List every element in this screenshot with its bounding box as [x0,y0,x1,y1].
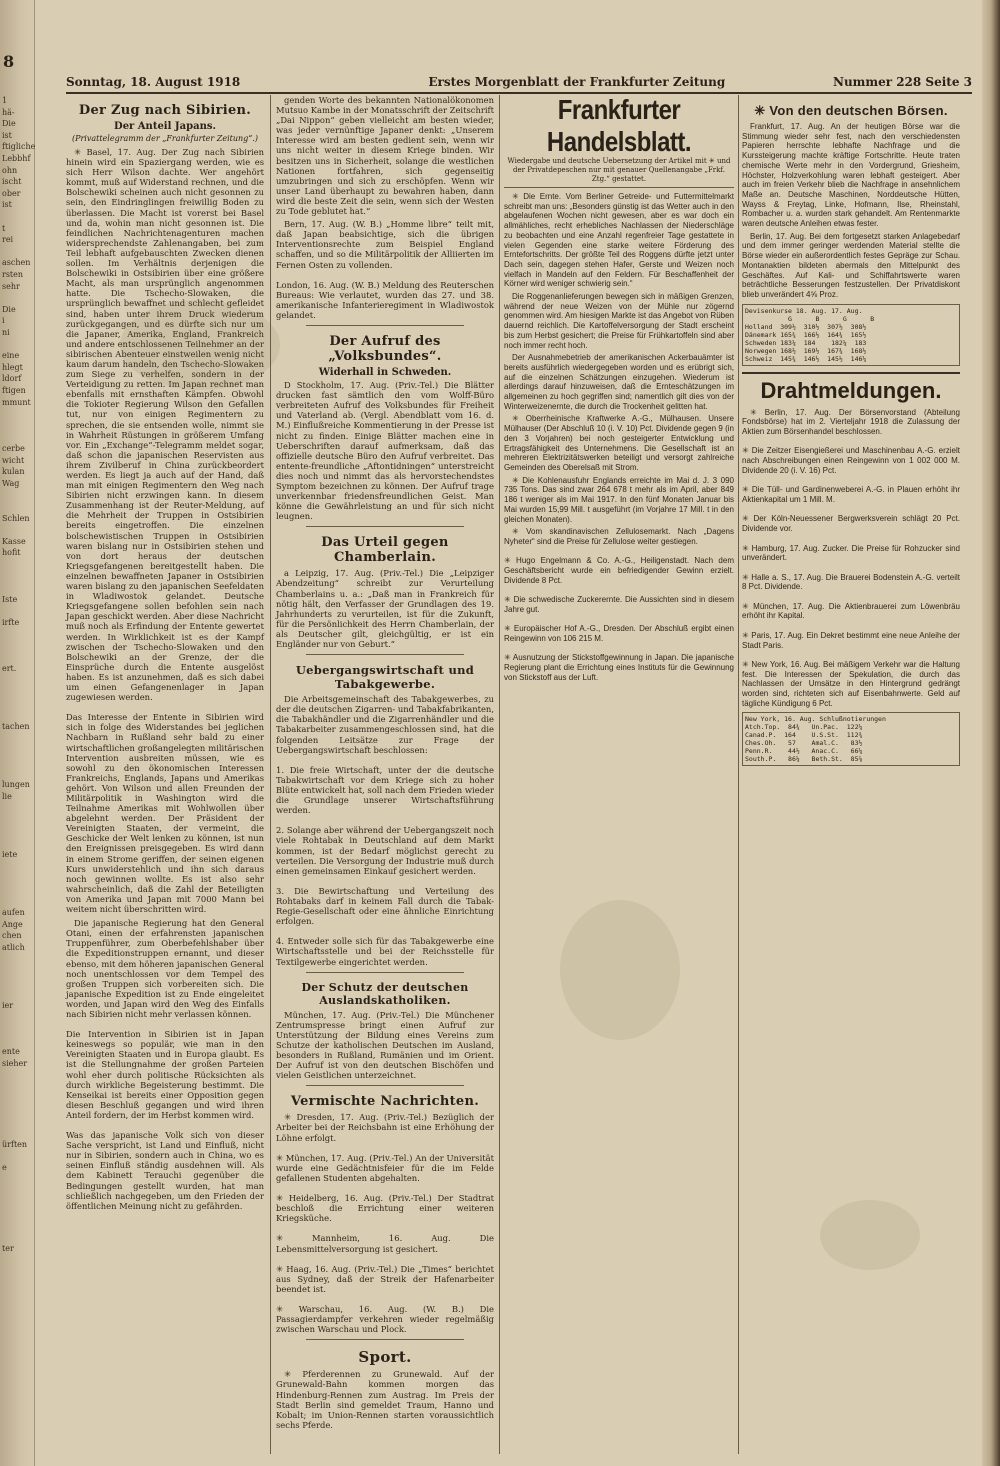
column-rule [270,95,271,1454]
article-body: Bern, 17. Aug. (W. B.) „Homme libre“ teilt mit, daß Japan beabsichtige, sich die übrigen Interventionsrechte zum Beispiel England schaffen, und so die Militärpolitik der Alliierten im Fernen Osten zu vollenden. London, 16. Aug. (W. B.) Meldung des Reuterschen Bureaus: Wie verlautet, wurden das 27. und 38. amerikanische Infanterieregiment in Wladiwostok gelandet. [276,219,494,320]
fragment-line: hä- [2,107,15,117]
column-2 [276,95,494,1454]
page-edge [982,0,1000,1466]
fragment-line: atlich [2,942,25,952]
divider [306,1085,464,1086]
article-title: Uebergangswirtschaft und Tabakgewerbe. [295,663,475,692]
article-body: Frankfurt, 17. Aug. An der heutigen Börse war die Stimmung wieder sehr fest, nach den verschiedensten Papieren herrschte lebhafte Nachfrage und die Kurssteigerung machte kräftige Fortschritte. Heute traten chemische Werte mehr in den Vordergrund, Griesheim, Höchster, Holzverkohlung waren lebhaft gesteigert. Aber auch im freien Verkehr blieb die Nachfrage in ansehnlichem Maße an. Deutsche Maschinen, Norddeutsche Hütten, Wayss & Freytag, Linke, Hofmann, Ilse, Rheinstahl, Rombacher u. a. wurden stark gehandelt. Am Rentenmarkte waren deutsche Anleihen etwas fester. [742,122,960,229]
fragment-line: rsten [2,270,24,279]
article-title: ✳ Von den deutschen Börsen. [754,103,948,118]
fragment-line: hofit [2,548,21,558]
article-body: Die Roggenanlieferungen bewegen sich in mäßigen Grenzen, während der neue Weizen von der Mühle nur zögernd genommen wird. Am hiesigen Markte ist das Angebot von Rüben dauernd reichlich. Die Kartoffelversorgung der Stadt erscheint bis zum Herbst gesichert; die Preise für Frühkartoffeln sind aber noch immer recht hoch. [504,292,734,350]
header-edition: Erstes Morgenblatt der Frankfurter Zeitung [428,75,726,89]
fragment-line: i [2,316,5,326]
fragment-line: 1 [2,96,8,105]
article-body: München, 17. Aug. (Priv.-Tel.) Die Münchener Zentrumspresse bringt einen Aufruf zur Unterstützung der Bildung eines Vereins zum Schutze der katholischen Deutschen im Ausland, besonders in Rußland, Rumänien und im Orient. Der Aufruf ist von den deutschen Bischöfen und vielen Geistlichen unterzeichnet. [276,1009,494,1081]
article-title: Vermischte Nachrichten. [290,1094,480,1110]
divider [306,1339,464,1340]
article-body: Die Arbeitsgemeinschaft des Tabakgewerbes, zu der die deutschen Zigarren- und Tabakfabrikanten, die Tabakhändler und die Zigarrenhändler und die Tabakarbeiter zusammengeschlossen sind, hat die folgenden Leitsätze zur Frage der Uebergangswirtschaft beschlossen: 1. Die freie Wirtschaft, unter der die deutsche Tabakwirtschaft vor dem Kriege sich zu hoher Blüte entwickelt hat, soll nach dem Frieden wieder die Grundlage unserer Wirtschaftsführung werden. 2. Solange aber während der Uebergangszeit noch viele Rohtabak in Deutschland auf dem Markt kommen, ist der Bedarf möglichst gerecht zu verteilen. Die Versorgung der Industrie muß durch einen gemeinsamen Einkauf gesichert werden. 3. Die Bewirtschaftung und Verteilung des Rohtabaks darf in keinem Fall durch die Tabak-Regie-Gesellschaft oder eine ähnliche Einrichtung erfolgen. 4. Entweder solle sich für das Tabakgewerbe eine Wirtschaftsstelle und bei der Reichsstelle für Textilgewerbe eingerichtet werden. [276,694,494,967]
article-body: ✳ Berlin, 17. Aug. Der Börsenvorstand (Abteilung Fondsbörse) hat im 2. Vierteljahr 1918 die Zulassung der Aktien zum Börsenhandel beschlossen. ✳ Die Zeitzer Eisengießerei und Maschinenbau A.-G. erzielt nach Abschreibungen einen Reingewinn von 1 002 000 M. Dividende 20 (i. V. 16) Pct. ✳ Die Tüll- und Gardinenweberei A.-G. in Plauen erhöht ihr Aktienkapital um 1 Mill. M. ✳ Der Köln-Neuessener Bergwerksverein schlägt 20 Pct. Dividende vor. ✳ Hamburg, 17. Aug. Zucker. Die Preise für Rohzucker sind unverändert. ✳ Halle a. S., 17. Aug. Die Brauerei Bodenstein A.-G. verteilt 8 Pct. Dividende. ✳ München, 17. Aug. Die Aktienbrauerei zum Löwenbräu erhöht ihr Kapital. ✳ Paris, 17. Aug. Ein Dekret bestimmt eine neue Anleihe der Stadt Paris. ✳ New York, 16. Aug. Bei mäßigem Verkehr war die Haltung fest. Die Interessen der Spekulation, die durch das Nachlassen der Umsätze in den Hintergrund gedrängt worden sind, richteten sich auf Eisenbahnwerte. Geld auf tägliche Kündigung 6 Pct. [742,407,960,708]
article-body: Berlin, 17. Aug. Bei dem fortgesetzt starken Anlagebedarf und dem immer geringer werdenden Material stellte die Börse wieder ein außerordentlich festes Gepräge zur Schau. Montanaktien bildeten abermals den Mittelpunkt des Geschäftes. Auf Kali- und Schiffahrtswerte waren beträchtliche Besserungen festzustellen. Der Privatdiskont blieb unverändert 4⅝ Proz. [742,231,960,299]
article-body: ✳ Basel, 17. Aug. Der Zug nach Sibirien hinein wird ein Spaziergang werden, wie es sich Herr Wilson dachte. Wer angehört kommt, muß auf Widerstand rechnen, und die Bolschewiki scheinen auch nicht gesonnen zu sein, den Eindringlingen freiwillig Boden zu überlassen. Die Macht ist vorerst bei Basel und da, wohin man nicht gesonnen ist. Die feindlichen Nachrichtenagenturen machen widersprechendste Zahlenangaben, bei zum Teil lebhaft aufgebauschten Zwecken dienen sollen. Im Verhältnis derjenigen die Bolschewiki in Ostsibirien über eine größere Macht, als man ursprünglich angenommen hatte. Die Tschecho-Slowaken, die ursprünglich bewaffnet und schlecht gefleidet sind, haben unter ihrem Druck wiederum zurückgegangen, und es dürfte sich nur um die Japaner, Amerika, England, Frankreich und andere entschlossenen Teilnehmer an der sibirischen Abenteuer einstweilen wenig nicht kaum darum handeln, den Tschecho-Slowaken zum Siege zu verhelfen, sondern in der Verteidigung zu retten. Im Japan rechnet man ebenfalls mit ernsthaften Kämpfen. Obwohl die Tokioter Regierung Wilson den Gefallen tut, nur von einigen Regimentern zu sprechen, die sie entsenden wolle, nimmt sie in Wahrheit Rüstungen in größerem Umfang vor. Ein „Exchange“-Telegramm meldet sogar, daß schon die japanischen Reservisten aus ihrem Zivilberuf in China zurückbeordert werden. Es liegt ja auch auf der Hand, daß man mit einigen Regimentern den Weg nach Sibirien nicht erzwingen kann. In diesem Zusammenhang ist der Reuter-Meldung, auf die Mehrheit der Truppen in Ostsibirien bereits eingetroffen. Die einzelnen bolschewistischen Truppen in Ostsibirien waren bislang nur in Ostsibirien stehen und von dort heraus der deutschen Kriegsgefangenen bereitgestellt haben. Die einzelnen bewaffneten Japaner in Ostsibirien waren bislang zu den japanischen Seefeldaten in Wladiwostok gelandet. Deutsche Kriegsgefangene sollen befohlen sein nach Japan geschickt werden. Aber diese Nachricht muß noch als Erfindung der Entente gewertet werden. In Wirklichkeit ist es der Kampf zwischen der Tschecho-Slowaken und den Bolschewiki an der Grenze, der die Einsprüche durch die Entente ausgelöst haben. Es ist anzunehmen, daß es sich dabei um einen Gefangenenlager in Japan zugewiesen werden. Das Interesse der Entente in Sibirien wird sich in folge des Widerstandes bei jeglichen Nachbarn in Rußland sehr bald zu einer wirtschaftlichen großangelegten militärischen Intervention ausbreiten müssen, wie es sowohl zu den ökonomischen Interessen Frankreichs, Englands, Japans und Amerikas gehört. Von Wilson und allen Freunden der Militärpolitik in Washington wird die Teilnahme Amerikas mit Wohlwollen über abgelehnt werden. Der Präsident der Vereinigten Staaten, der vermeint, die Geschicke der Welt lenken zu können, ist nun den Ereignissen preisgegeben. Es wird dann in einem Strome geriffen, der seinen eigenen Kurs unwiderstehlich und ihn sich daraus noch gewinnen wollte. Es ist also sehr wahrscheinlich, daß die Zahl der Beteiligten von Amerika und Japan mit 7000 Mann bei weitem nicht überschritten wird. [66,147,264,915]
article-body: Die japanische Regierung hat den General Otani, einen der erfahrensten japanischen Truppenführer, zum Oberbefehlshaber über die Expeditionstruppen ernannt, und dieser ebenso, mit dem höheren japanischen General noch unentschlossen vor dem Tempel des großen Truppen sich vorbereiten sich. Die japanische Expedition ist zu Ende eingeleitet worden, und Japan wird den Weg des Einfalls nach Sibirien nicht mehr verlassen können. Die Intervention in Sibirien ist in Japan keineswegs so populär, wie man in den Vereinigten Staaten und in Europa glaubt. Es ist die Stellungnahme der großen Parteien wohl eher durch politische Rücksichten als durch wirkliche Begeisterung bestimmt. Die Kenseikai ist bereits einer Opposition gegen diesen Beschluß gegangen und wird ihren Anteil fordern, der im Herbst kommen wird. Was das japanische Volk sich von dieser Sache verspricht, ist Land und Einfluß, nicht nur in Sibirien, sondern auch in China, wo es seinen Einfluß ständig ausdehnen will. Als dem Kabinett Terauchi gegenüber die Bedingungen gestellt wurden, hat man schließlich nachgegeben, um den Frieden der öffentlichen Meinung nicht zu gefährden. [66,918,264,1211]
article-body: ✳ Pferderennen zu Grunewald. Auf der Grunewald-Bahn kommen morgen das Hindenburg-Rennen zum Austrag. Im Preis der Stadt Berlin sind gemeldet Traum, Hanno und Kobalt; im Union-Rennen starten voraussichtlich sechs Pferde. [276,1369,494,1430]
fragment-line: ist [2,130,12,140]
fragment-line: t [2,223,6,233]
article-source: (Privattelegramm der „Frankfurter Zeitung“.) [71,134,259,143]
article-subtitle: Der Anteil Japans. [114,121,216,132]
fragment-line: Die [2,304,16,314]
header-issue: Nummer 228 Seite 3 [832,75,972,89]
section-title: Frankfurter Handelsblatt. [546,94,692,159]
fragment-line: ischt [2,177,22,187]
fragment-line: ter [2,1244,14,1254]
fragment-line: wicht [2,455,25,465]
divider [306,654,464,655]
article-title: Der Zug nach Sibirien. [78,103,252,118]
fragment-line: Ange [2,919,23,929]
fragment-line: Lebbhf [2,154,31,163]
fragment-line: ftigen [2,386,26,395]
fragment-line: rei [2,235,14,245]
fragment-line: eine [2,351,20,361]
fragment-line: Kasse [2,536,26,546]
section-title: Drahtmeldungen. [742,372,960,404]
fragment-line: ni [2,328,10,337]
article-body: genden Worte des bekannten Nationalökonomen Mutsuo Kambe in der Monatsschrift der Zeitschrift „Dai Nippon“ geben vielleicht am besten wieder, was jeder vernünftige Japaner denkt: „Unserem Interesse wird am besten gedient sein, wenn wir uns nicht weiter in diesem Kriege binden. Wir besitzen uns in Sicherheit, solange die westlichen Nationen fortfahren, sich gegenseitig umzubringen und sich zu erschöpfen. Wenn wir unser Land überhaupt zu bewahren haben, dann wird die beste Zeit die sein, wenn sich der Westen zu Tode geblutet hat.“ [276,95,494,217]
fragment-line: mmunt [2,397,31,407]
article-title: Der Aufruf des „Volksbundes“. [328,334,442,365]
fragment-line: ürften [2,1140,28,1149]
fragment-line: hlegt [2,362,23,372]
fragment-line: aschen [2,258,31,268]
article-body: Der Ausnahmebetrieb der amerikanischen Ackerbauämter ist bereits ausführlich wiedergegeben worden und es erübrigt sich, auf die einzelnen Schätzungen einzugehen. Wiederum ist allerdings darauf hinzuweisen, daß die Ernteschätzungen im allgemeinen zu hoch gegriffen sind; namentlich gilt dies von der Winterweizenernte, die durch die Trockenheit gelitten hat. [504,353,734,411]
header-date: Sonntag, 18. August 1918 [66,75,241,89]
divider [306,325,464,326]
fragment-line: ober [2,188,21,198]
divider [306,972,464,973]
page-corner-number: 8 [3,52,15,71]
article-body: a Leipzig, 17. Aug. (Priv.-Tel.) Die „Leipziger Abendzeitung“ schreibt zur Verurteilung Chamberlains u. a.: „Daß man in Frankreich für nötig hält, den Verfasser der Grundlagen des 19. Jahrhunderts zu verurteilen, ist für die Zukunft, für die Persönlichkeit des Herrn Chamberlain, der als Deutscher gilt, gleichgültig, er ist ein Engländer nur von Geburt.“ [276,568,494,650]
fragment-line: ier [2,1000,14,1010]
fragment-line: ldorf [2,374,22,384]
article-body: ✳ Die Kohlenausfuhr Englands erreichte im Mai d. J. 3 090 735 Tons. Das sind zwar 264 678 t mehr als im April, aber 849 186 t weniger als im Mai 1917. In den fünf Monaten Januar bis Mai wurden 15,99 Mill. t ausgeführt (im Vorjahre 17 Mill. t in den gleichen Monaten). [504,475,734,524]
fragment-line: sieher [2,1058,28,1068]
fragment-line: ist [2,200,12,210]
fragment-line: e [2,1163,7,1173]
fragment-line: lungen [2,780,30,790]
column-1 [66,95,264,1454]
stock-quotes-table: New York, 16. Aug. Schlußnotierungen Atch.Top. 84¾ Un.Pac. 122¼ Canad.P. 164 U.S.St. 112¾ Ches.Oh. 57 Amal.C. 83½ Penn.R. 44½ Anac.C. 66¼ South.P. 86¼ Beth.St. 85⅞ [742,712,960,766]
fragment-line: aufen [2,908,25,917]
fragment-line: kulan [2,467,25,477]
fragment-line: Wag [2,478,20,488]
divider [306,526,464,527]
article-body: ✳ Die Ernte. Vom Berliner Getreide- und Futtermittelmarkt schreibt man uns: „Besonders günstig ist das Wetter auch in den abgelaufenen Wochen nicht gewesen, aber es war doch ein allmähliches, recht erhebliches Nachlassen der Niederschläge zu beobachten und eine Anzahl regenfreier Tage gestattete in vielen Gegenden eine starke weitere Förderung des Erntefortschritts. Der größte Teil des Roggens dürfte jetzt unter Dach sein, dagegen stehen Hafer, Gerste und Weizen noch vielfach in Mandeln auf den Feldern. Für Beschaffenheit der Körner wird weniger schwierig sein.“ [504,192,734,289]
column-rule [738,95,739,1454]
article-body: ✳ Vom skandinavischen Zellulosemarkt. Nach „Dagens Nyheter“ sind die Preise für Zellulose weiter gestiegen. ✳ Hugo Engelmann & Co. A.-G., Heiligenstadt. Nach dem Geschäftsbericht wurde ein befriedigender Gewinn erzielt. Dividende 8 Pct. ✳ Die schwedische Zuckerernte. Die Aussichten sind in diesem Jahre gut. ✳ Europäischer Hof A.-G., Dresden. Der Abschluß ergibt einen Reingewinn von 106 215 M. ✳ Ausnutzung der Stickstoffgewinnung in Japan. Die japanische Regierung plant die Errichtung eines Instituts für die Gewinnung von Stickstoff aus der Luft. [504,527,734,682]
column-rule [499,95,500,1454]
fragment-line: irfte [2,618,20,627]
fragment-line: cerbe [2,444,25,453]
column-4 [742,95,960,1454]
fragment-line: ente [2,1047,20,1057]
exchange-rate-table: Devisenkurse 18. Aug. 17. Aug. G B G B Holland 309½ 310½ 307½ 308½ Dänemark 165¾ 166½ 164¾ 165½ Schweden 183¼ 184 182¼ 183 Norwegen 168½ 169½ 167¾ 168½ Schweiz 145¾ 146½ 145½ 146¼ [742,304,960,366]
article-body: D Stockholm, 17. Aug. (Priv.-Tel.) Die Blätter drucken fast sämtlich den vom Wolff-Büro verbreiteten Aufruf des Volksbundes für Freiheit und Vaterland ab. (Vergl. Abendblatt vom 16. d. M.) Einflußreiche Kommentierung in der Presse ist nicht zu finden. Einige Blätter machen eine in Ueberschriften darauf aufmerksam, daß das offizielle deutsche Büro den Aufruf verbreitet. Das entente-freundliche „Aftontidningen“ unterstreicht dies noch und nimmt das als hervorstechendstes Symptom bezeichnen zu können. Der Aufruf trage unverkennbar friedensfreundlichen Geist. Man könne die Gewährleistung an und für sich nicht leugnen. [276,380,494,522]
fragment-line: ftigliche [2,142,36,152]
fragment-line: ert. [2,664,17,674]
fragment-line: tachen [2,722,30,732]
article-body: ✳ Oberrheinische Kraftwerke A.-G., Mülhausen. Unsere Mülhauser (Der Abschluß 10 (i. V. 10) Pct. Dividende gegen 9 (in den 3 Vorjahren) bei noch gesteigerter Entwicklung und Ertragsfähigkeit des Unternehmens. Die Gesellschaft ist an mehreren Elektrizitätswerken beteiligt und versorgt zahlreiche Gemeinden des Oberelsaß mit Strom. [504,414,734,472]
article-subtitle: Widerhall in Schweden. [318,367,452,379]
section-note: Wiedergabe und deutsche Uebersetzung der Artikel mit ✳ und der Privatdepeschen nur mit genauer Quellenangabe „Frkf. Ztg.“ gestattet. [504,157,734,188]
column-3 [504,95,734,1454]
page-header [66,72,972,94]
fragment-line: ohn [2,165,18,175]
article-body: ✳ Dresden, 17. Aug. (Priv.-Tel.) Bezüglich der Arbeiter bei der Reichsbahn ist eine Erhöhung der Löhne erfolgt. ✳ München, 17. Aug. (Priv.-Tel.) An der Universität wurde eine Gedächtnisfeier für die im Felde gefallenen Studenten abgehalten. ✳ Heidelberg, 16. Aug. (Priv.-Tel.) Der Stadtrat beschloß die Errichtung einer weiteren Kriegsküche. ✳ Mannheim, 16. Aug. Die Lebensmittelversorgung ist gesichert. ✳ Haag, 16. Aug. (Priv.-Tel.) Die „Times“ berichtet aus Sydney, daß der Streik der Hafenarbeiter beendet ist. ✳ Warschau, 16. Aug. (W. B.) Die Passagierdampfer verkehren wieder regelmäßig zwischen Warschau und Plock. [276,1112,494,1335]
fragment-line: iete [2,850,18,859]
article-title: Sport. [358,1348,412,1367]
fragment-line: Schlen [2,513,30,523]
fragment-line: lie [2,792,12,801]
fragment-line: sehr [2,281,20,291]
fragment-line: Die [2,119,16,129]
article-title: Der Schutz der deutschen Auslandskatholiken. [301,980,469,1007]
fragment-line: chen [2,931,22,941]
fragment-line: Iste [2,594,18,604]
article-title: Das Urteil gegen Chamberlain. [321,535,449,566]
